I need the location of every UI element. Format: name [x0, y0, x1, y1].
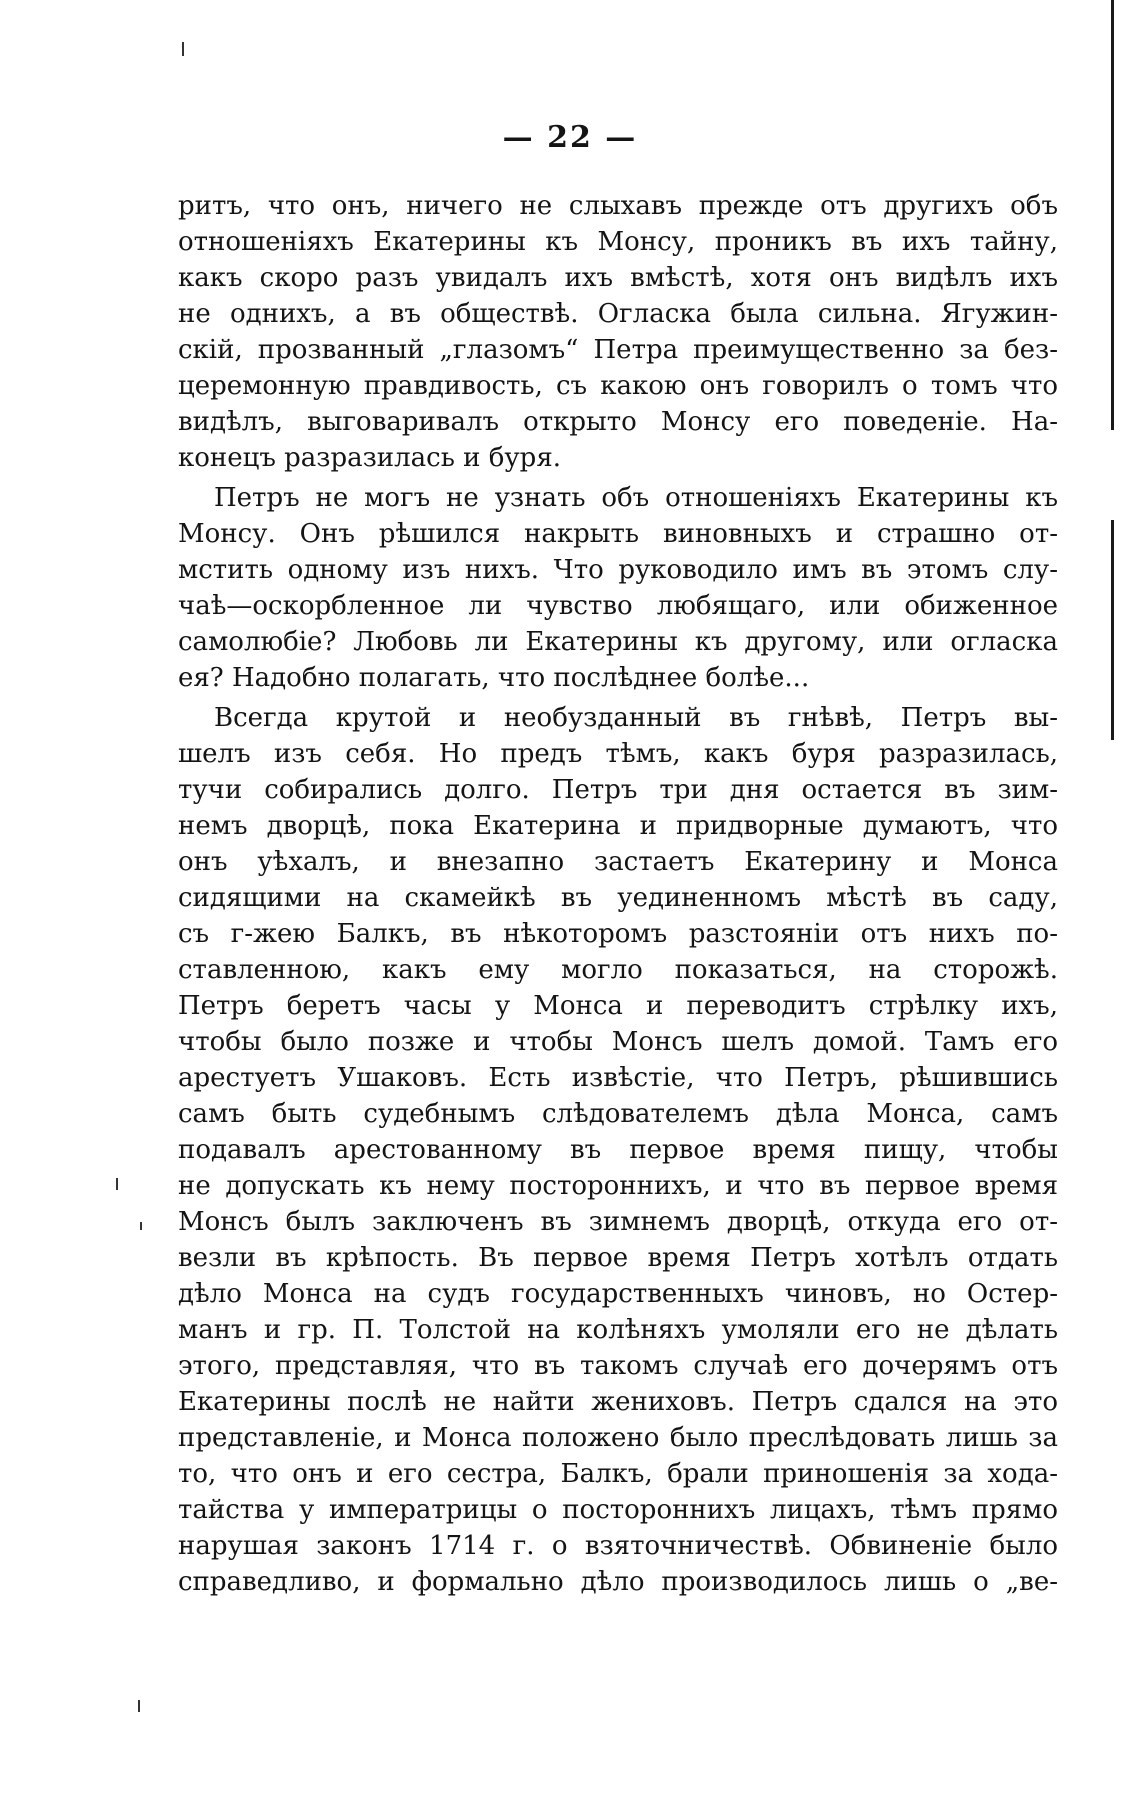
text-line: Екатерины послѣ не найти жениховъ. Петръ сдался на это: [178, 1387, 1058, 1417]
text-line: онъ уѣхалъ, и внезапно застаетъ Екатерину и Монса: [178, 847, 1058, 877]
text-line: шелъ изъ себя. Но предъ тѣмъ, какъ буря разразилась,: [178, 739, 1058, 769]
text-line: Монсъ былъ заключенъ въ зимнемъ дворцѣ, откуда его от-: [178, 1207, 1058, 1237]
text-line: везли въ крѣпость. Въ первое время Петръ хотѣлъ отдать: [178, 1243, 1058, 1273]
text-line: не допускать къ нему постороннихъ, и что въ первое время: [178, 1171, 1058, 1201]
text-line: чаѣ—оскорбленное ли чувство любящаго, или обиженное: [178, 591, 1058, 621]
text-line: ставленною, какъ ему могло показаться, на сторожѣ.: [178, 955, 1058, 985]
text-line: немъ дворцѣ, пока Екатерина и придворные думаютъ, что: [178, 811, 1058, 841]
scan-speck: [116, 1178, 118, 1190]
text-line: Петръ беретъ часы у Монса и переводитъ стрѣлку ихъ,: [178, 991, 1058, 1021]
scan-speck: [140, 1222, 142, 1230]
text-line: Петръ не могъ не узнать объ отношеніяхъ Екатерины къ: [214, 483, 1058, 513]
text-line: не однихъ, а въ обществѣ. Огласка была сильна. Ягужин-: [178, 299, 1058, 329]
scan-speck: [182, 42, 184, 56]
text-line: конецъ разразилась и буря.: [178, 443, 561, 473]
text-line: чтобы было позже и чтобы Монсъ шелъ домой. Тамъ его: [178, 1027, 1058, 1057]
paragraph-1: [178, 188, 1058, 476]
page-edge-shadow: [1111, 520, 1114, 740]
text-line: самолюбіе? Любовь ли Екатерины къ другому, или огласка: [178, 627, 1058, 657]
text-line: сидящими на скамейкѣ въ уединенномъ мѣстѣ въ саду,: [178, 883, 1058, 913]
paragraph-2: [178, 480, 1058, 696]
text-line: отношеніяхъ Екатерины къ Монсу, проникъ въ ихъ тайну,: [178, 227, 1058, 257]
text-line: съ г-жею Балкъ, въ нѣкоторомъ разстояніи отъ нихъ по-: [178, 919, 1058, 949]
text-line: этого, представляя, что въ такомъ случаѣ его дочерямъ отъ: [178, 1351, 1058, 1381]
text-line: тучи собирались долго. Петръ три дня остается въ зим-: [178, 775, 1058, 805]
text-line: самъ быть судебнымъ слѣдователемъ дѣла Монса, самъ: [178, 1099, 1058, 1129]
text-line: какъ скоро разъ увидалъ ихъ вмѣстѣ, хотя онъ видѣлъ ихъ: [178, 263, 1058, 293]
page-edge-shadow: [1111, 0, 1114, 430]
paragraph-3: [178, 700, 1058, 1600]
text-line: скій, прозванный „глазомъ“ Петра преимущественно за без-: [178, 335, 1058, 365]
scan-speck: [138, 1700, 140, 1712]
text-line: Всегда крутой и необузданный въ гнѣвѣ, Петръ вы-: [214, 703, 1058, 733]
page-number: — 22 —: [502, 120, 638, 155]
text-line: тайства у императрицы о постороннихъ лицахъ, тѣмъ прямо: [178, 1495, 1058, 1525]
text-line: видѣлъ, выговаривалъ открыто Монсу его поведеніе. На-: [178, 407, 1058, 437]
text-line: то, что онъ и его сестра, Балкъ, брали приношенія за хода-: [178, 1459, 1058, 1489]
text-line: ея? Надобно полагать, что послѣднее болѣе...: [178, 663, 810, 693]
text-line: Монсу. Онъ рѣшился накрыть виновныхъ и страшно от-: [178, 519, 1058, 549]
text-line: нарушая законъ 1714 г. о взяточничествѣ. Обвиненіе было: [178, 1531, 1058, 1561]
text-line: справедливо, и формально дѣло производилось лишь о „ве-: [178, 1567, 1058, 1597]
text-line: церемонную правдивость, съ какою онъ говорилъ о томъ что: [178, 371, 1058, 401]
text-line: представленіе, и Монса положено было преслѣдовать лишь за: [178, 1423, 1058, 1453]
text-line: манъ и гр. П. Толстой на колѣняхъ умоляли его не дѣлать: [178, 1315, 1058, 1345]
text-line: подавалъ арестованному въ первое время пищу, чтобы: [178, 1135, 1058, 1165]
text-line: мстить одному изъ нихъ. Что руководило имъ въ этомъ слу-: [178, 555, 1058, 585]
body-text: [178, 188, 1058, 1600]
text-line: ритъ, что онъ, ничего не слыхавъ прежде отъ другихъ объ: [178, 191, 1058, 221]
text-line: дѣло Монса на судъ государственныхъ чиновъ, но Остер-: [178, 1279, 1058, 1309]
text-line: арестуетъ Ушаковъ. Есть извѣстіе, что Петръ, рѣшившись: [178, 1063, 1058, 1093]
